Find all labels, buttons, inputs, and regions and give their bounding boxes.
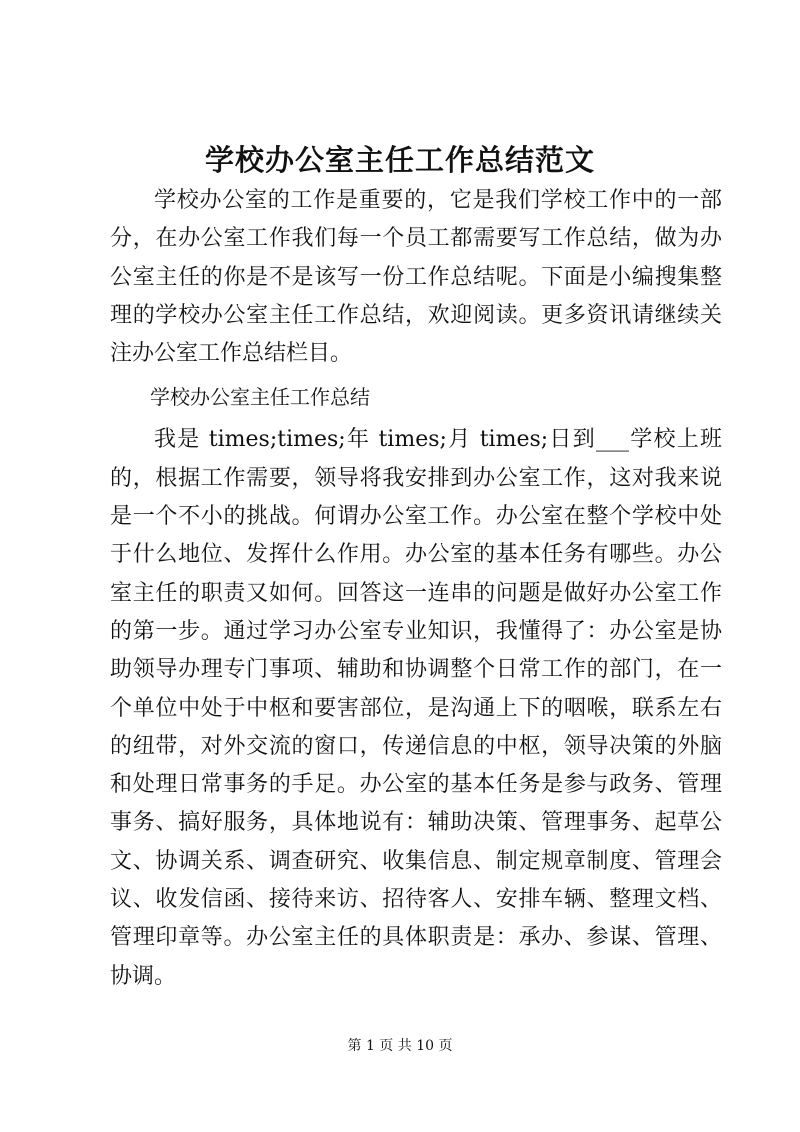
intro-paragraph: 学校办公室的工作是重要的，它是我们学校工作中的一部分，在办公室工作我们每一个员工都需要写工作总结，做为办公室主任的你是不是该写一份工作总结呢。下面是小编搜集整理的学校办公室主任工作总结，欢迎阅读。更多资讯请继续关注办公室工作总结栏目。 [110, 188, 722, 367]
page-footer: 第 1 页 共 10 页 [347, 1038, 453, 1054]
document-title: 学校办公室主任工作总结范文 [204, 143, 595, 177]
document-body [110, 182, 722, 996]
body-paragraph: 我是 times;times;年 times;月 times;日到___学校上班的，根据工作需要，领导将我安排到办公室工作，这对我来说是一个不小的挑战。何谓办公室工作。办公室在整个学校中处于什么地位、发挥什么作用。办公室的基本任务有哪些。办公室主任的职责又如何。回答这一连串的问题是做好办公室工作的第一步。通过学习办公室专业知识，我懂得了：办公室是协助领导办理专门事项、辅助和协调整个日常工作的部门，在一个单位中处于中枢和要害部位，是沟通上下的咽喉，联系左右的纽带，对外交流的窗口，传递信息的中枢，领导决策的外脑和处理日常事务的手足。办公室的基本任务是参与政务、管理事务、搞好服务，具体地说有：辅助决策、管理事务、起草公文、协调关系、调查研究、收集信息、制定规章制度、管理会议、收发信函、接待来访、招待客人、安排车辆、整理文档、管理印章等。办公室主任的具体职责是：承办、参谋、管理、协调。 [110, 427, 722, 989]
section-heading: 学校办公室主任工作总结 [150, 385, 370, 410]
